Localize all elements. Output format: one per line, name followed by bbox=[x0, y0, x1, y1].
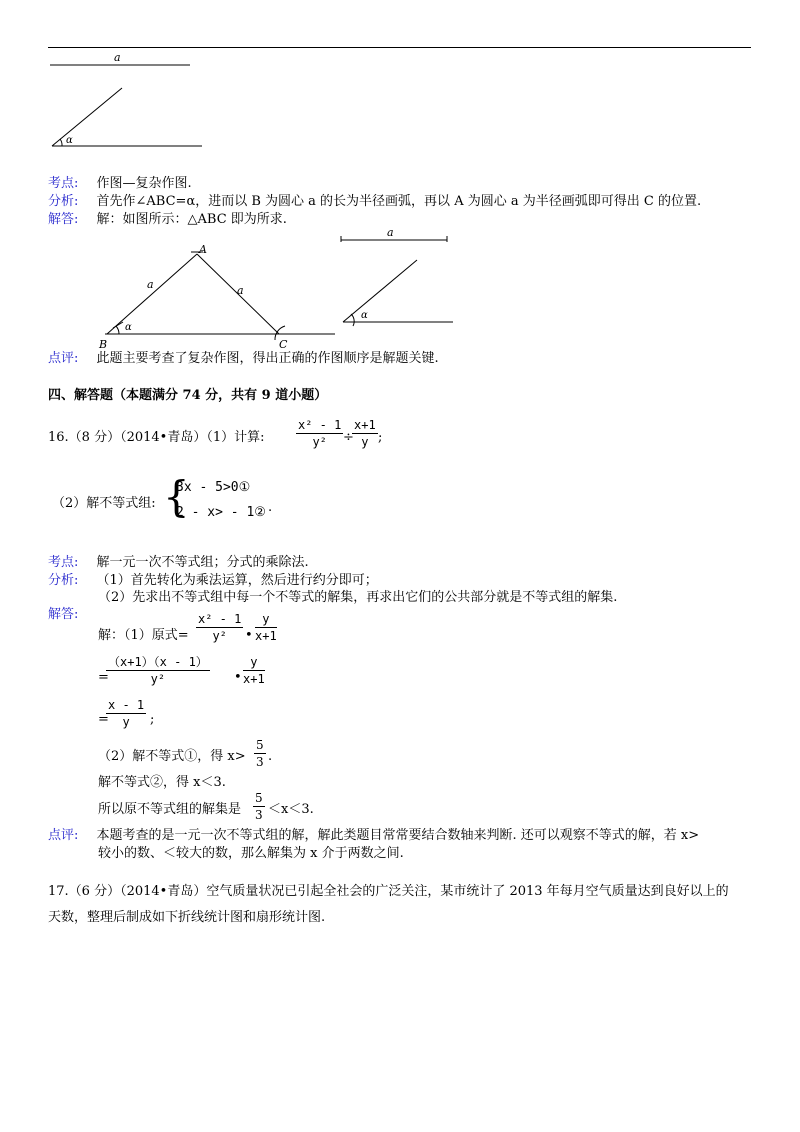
side-label-1: a bbox=[147, 278, 154, 291]
angle-ray-2 bbox=[343, 260, 417, 322]
jieda-1 bbox=[48, 212, 287, 228]
sol-step1-frac-b: y x+1 bbox=[255, 612, 277, 643]
sol-step2-times: • bbox=[234, 670, 242, 685]
angle-label: α bbox=[66, 135, 73, 146]
dianping2-label: 点评: bbox=[48, 828, 79, 843]
angle-arc-2 bbox=[351, 314, 354, 326]
sol-step4-end: . bbox=[268, 749, 273, 764]
arc-at-b bbox=[116, 326, 119, 334]
sol-step2-frac-b: y x+1 bbox=[243, 655, 265, 686]
jieda-label: 解答: bbox=[48, 212, 79, 227]
kaodian-text: 作图—复杂作图. bbox=[96, 176, 192, 191]
kaodian2-text: 解一元一次不等式组；分式的乘除法. bbox=[96, 555, 309, 570]
system-brace: { bbox=[163, 472, 190, 521]
vertex-a-label: A bbox=[199, 243, 207, 256]
dianping-1 bbox=[48, 351, 439, 367]
segment-label: a bbox=[114, 51, 121, 64]
fenxi2-line2: （2）先求出不等式组中每一个不等式的解集，再求出它们的公共部分就是不等式组的解集. bbox=[98, 590, 618, 605]
angle-ray bbox=[52, 88, 122, 146]
figure-triangle-construction bbox=[95, 228, 465, 353]
sol-step4-frac: 5 3 bbox=[256, 738, 264, 769]
q17-line1: 17.（6 分）（2014•青岛）空气质量状况已引起全社会的广泛关注，某市统计了 2013 年每月空气质量达到良好以上的 bbox=[48, 884, 729, 899]
angle-label-b: α bbox=[125, 322, 132, 333]
sol-step2-eq: = bbox=[98, 670, 109, 685]
fenxi2-line1: （1）首先转化为乘法运算，然后进行约分即可； bbox=[96, 573, 378, 588]
sol-step6-frac: 5 3 bbox=[255, 791, 263, 822]
sol-step6: 所以原不等式组的解集是 bbox=[98, 802, 242, 817]
sol-step1-times: • bbox=[245, 628, 253, 643]
header-rule bbox=[48, 47, 751, 48]
jieda-text: 解：如图所示：△ABC 即为所求. bbox=[96, 212, 287, 227]
angle-arc bbox=[60, 139, 62, 146]
q16-frac-1: x² - 1 y² bbox=[298, 418, 342, 449]
sol-step1-frac-a: x² - 1 y² bbox=[198, 612, 242, 643]
fenxi-2 bbox=[48, 573, 378, 589]
q17-line2: 天数，整理后制成如下折线统计图和扇形统计图. bbox=[48, 910, 326, 925]
kaodian-label: 考点: bbox=[48, 176, 79, 191]
jieda2-label: 解答: bbox=[48, 607, 79, 622]
dianping-label: 点评: bbox=[48, 351, 79, 366]
q16-part2: （2）解不等式组: bbox=[52, 496, 156, 511]
q16-end: ; bbox=[378, 430, 383, 445]
fenxi-1 bbox=[48, 194, 701, 210]
sol-step3-end: ; bbox=[150, 712, 155, 727]
fenxi-label: 分析: bbox=[48, 194, 79, 209]
sol-step4: （2）解不等式①，得 x> bbox=[98, 749, 246, 764]
fenxi2-label: 分析: bbox=[48, 573, 79, 588]
q16-div: ÷ bbox=[343, 430, 354, 445]
ineq-2: 2 - x> - 1② bbox=[176, 505, 266, 520]
arc-mark-ab bbox=[113, 322, 123, 328]
side-ba bbox=[107, 254, 197, 334]
figure-segment-angle bbox=[40, 50, 210, 155]
dianping2-line1: 本题考查的是一元一次不等式组的解，解此类题目常常要结合数轴来判断. 还可以观察不等式的解，若 x> bbox=[96, 828, 700, 843]
angle-label-2: α bbox=[361, 310, 368, 321]
kaodian-1 bbox=[48, 176, 192, 192]
sol-step3-frac: x - 1 y bbox=[108, 698, 145, 729]
sol-step2-frac-a: （x+1）（x - 1） y² bbox=[108, 655, 208, 686]
vertex-c-label: C bbox=[279, 338, 288, 351]
segment-label-2: a bbox=[387, 228, 394, 239]
fenxi-text: 首先作∠ABC=α，进而以 B 为圆心 a 的长为半径画弧，再以 A 为圆心 a 为半径画弧即可得出 C 的位置. bbox=[96, 194, 702, 209]
sol-step5: 解不等式②，得 x＜3. bbox=[98, 775, 226, 790]
sol-step6-end: ＜x＜3. bbox=[268, 802, 314, 817]
section-title: 四、解答题（本题满分 74 分，共有 9 道小题） bbox=[48, 388, 328, 403]
ineq-1: 3x - 5>0① bbox=[176, 480, 251, 495]
kaodian-2 bbox=[48, 555, 309, 571]
vertex-b-label: B bbox=[99, 338, 108, 351]
dianping-2 bbox=[48, 828, 699, 844]
q16-dot: . bbox=[268, 500, 273, 515]
sol-step1-prefix: 解：（1）原式= bbox=[98, 628, 189, 643]
q16-frac-2: x+1 y bbox=[354, 418, 376, 449]
side-label-2: a bbox=[237, 284, 244, 297]
kaodian2-label: 考点: bbox=[48, 555, 79, 570]
q16-head: 16.（8 分）（2014•青岛）（1）计算: bbox=[48, 430, 265, 445]
dianping-text: 此题主要考查了复杂作图，得出正确的作图顺序是解题关键. bbox=[96, 351, 439, 366]
dianping2-line2: 较小的数、＜较大的数，那么解集为 x 介于两数之间. bbox=[98, 846, 404, 861]
sol-step3-eq: = bbox=[98, 712, 109, 727]
